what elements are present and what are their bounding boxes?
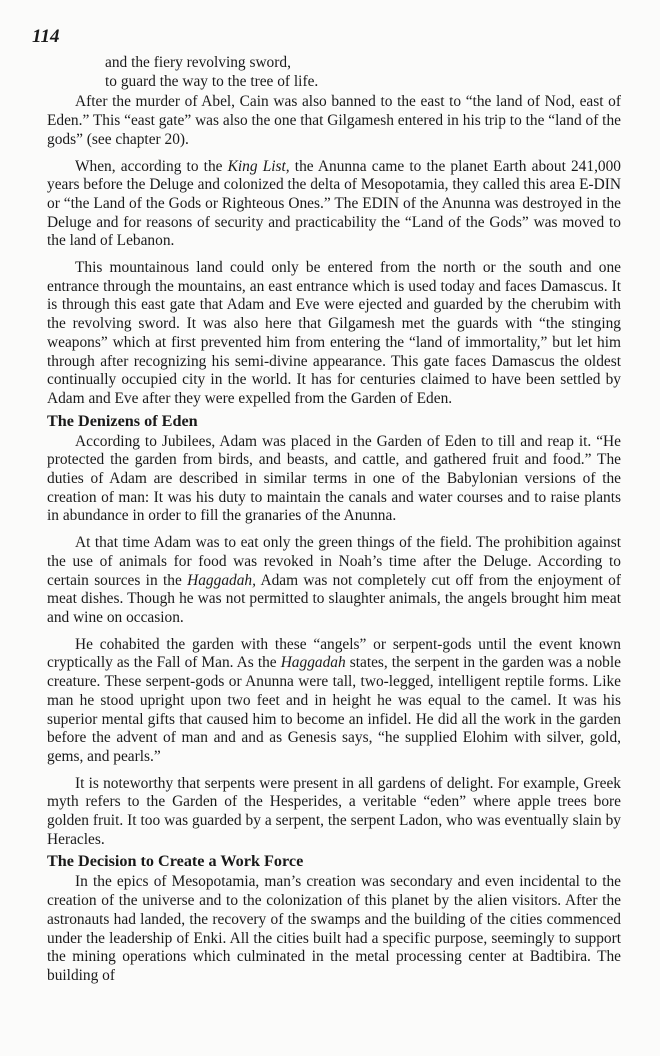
paragraph: It is noteworthy that serpents were present in all gardens of delight. For example, Greek myth refers to the Garden of the Hesperides, a veritable “eden” where apple trees bore golden fruit. It too was guarded by a serpent, the serpent Ladon, who was eventually slain by Heracles.	[47, 774, 621, 848]
page-body	[47, 54, 621, 986]
paragraph: He cohabited the garden with these “angels” or serpent-gods until the event known cryptically as the Fall of Man. As the Haggadah states, the serpent in the garden was a noble creature. These serpent-gods or Anunna were tall, two-legged, intelligent reptile forms. Like man he stood upright upon two feet and in height he was equal to the camel. It was his superior mental gifts that caused him to become an infidel. He did all the work in the garden before the advent of man and and as Genesis says, “he supplied Elohim with silver, gold, gems, and pearls.”	[47, 635, 621, 765]
paragraph: This mountainous land could only be entered from the north or the south and one entrance through the mountains, an east entrance which is used today and faces Damascus. It is through this east gate that Adam and Eve were ejected and guarded by the cherubim with the revolving sword. It was also here that Gilgamesh met the guards with “the stinging weapons” which at first prevented him from entering the “land of immortality,” but let him through after recognizing his semi-divine appearance. This gate faces Damascus the oldest continually occupied city in the world. It has for centuries claimed to have been settled by Adam and Eve after they were expelled from the Garden of Eden.	[47, 259, 621, 407]
paragraph: When, according to the King List, the Anunna came to the planet Earth about 241,000 years before the Deluge and colonized the delta of Mesopotamia, they called this area E-DIN or “the Land of the Gods or Righteous Ones.” The EDIN of the Anunna was destroyed in the Deluge and for reasons of security and practicability the “Land of the Gods” was moved to the land of Lebanon.	[47, 157, 622, 250]
section-heading: The Denizens of Eden	[47, 411, 198, 430]
paragraph: At that time Adam was to eat only the green things of the field. The prohibition against the use of animals for food was revoked in Noah’s time after the Deluge. According to certain sources in the Haggadah, Adam was not completely cut off from the enjoyment of meat dishes. Though he was not permitted to slaughter animals, the angels brought him meat and wine on occasion.	[47, 534, 621, 626]
section-heading: The Decision to Create a Work Force	[47, 852, 304, 871]
paragraph: After the murder of Abel, Cain was also banned to the east to “the land of Nod, east of Eden.” This “east gate” was also the one that Gilgamesh entered in his trip to the “land of the gods” (see chapter 20).	[47, 93, 621, 148]
verse-line: to guard the way to the tree of life.	[105, 72, 319, 90]
paragraph: According to Jubilees, Adam was placed in the Garden of Eden to till and reap it. “He protected the garden from birds, and beasts, and cattle, and gathered fruit and food.” The duties of Adam are described in similar terms in one of the Babylonian versions of the creation of man: It was his duty to maintain the canals and water courses and to raise plants in abundance in order to fill the granaries of the Anunna.	[47, 432, 621, 525]
verse-line: and the fiery revolving sword,	[105, 54, 291, 71]
paragraph: In the epics of Mesopotamia, man’s creation was secondary and even incidental to the creation of the universe and to the colonization of this planet by the alien visitors. After the astronauts had landed, the recovery of the swamps and the building of the cities commenced under the leadership of Enki. All the cities built had a specific purpose, seemingly to support the mining operations which culminated in the metal processing center at Badtibira. The building of	[47, 873, 621, 984]
page-number: 114	[32, 26, 60, 47]
